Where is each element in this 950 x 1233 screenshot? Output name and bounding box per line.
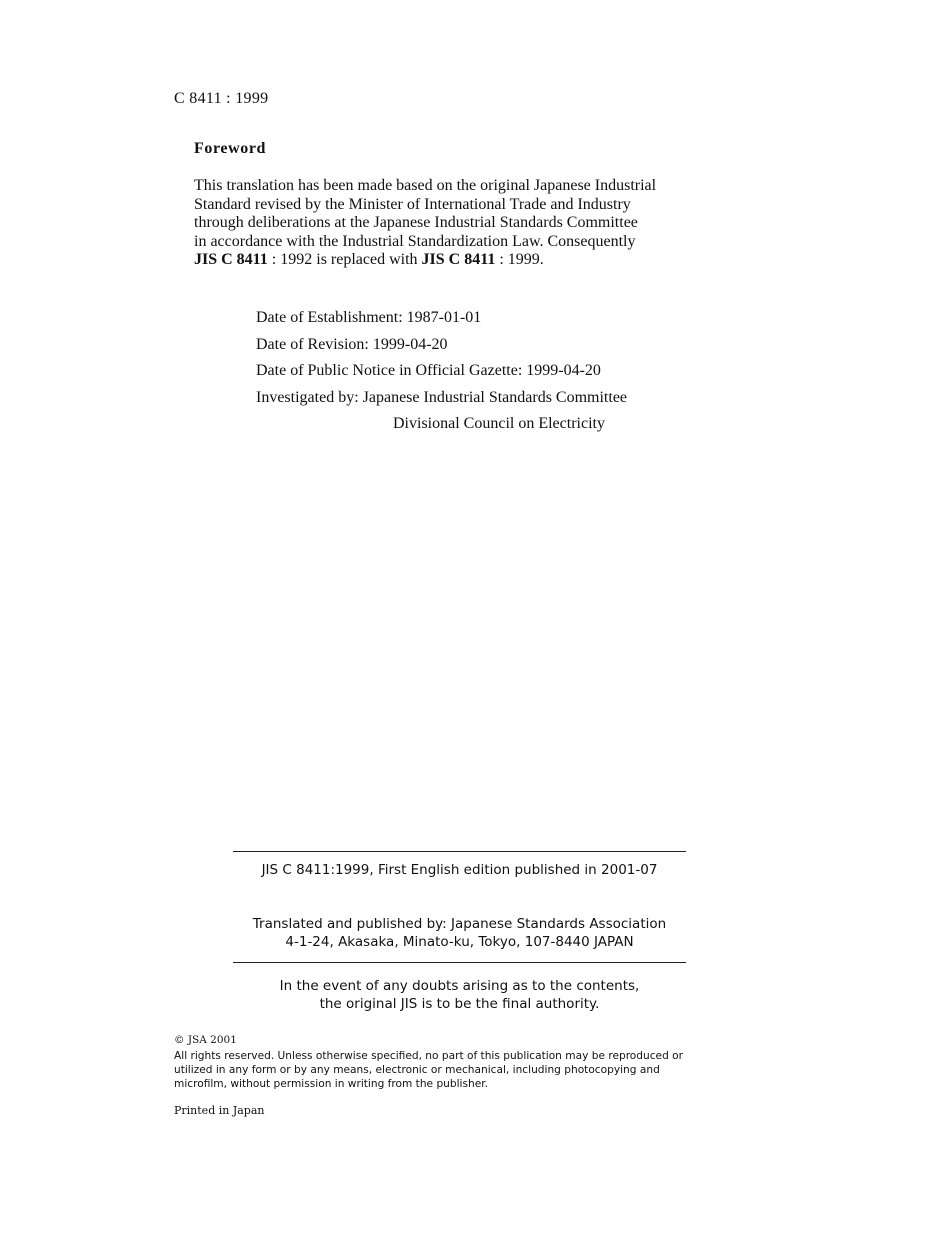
- publisher-address: 4-1-24, Akasaka, Minato-ku, Tokyo, 107-8440 JAPAN: [285, 933, 634, 950]
- foreword-line: Standard revised by the Minister of International Trade and Industry: [194, 195, 631, 213]
- dates-block: [256, 305, 627, 438]
- translated-by: Translated and published by: Japanese Standards Association: [252, 916, 667, 932]
- old-standard-year: : 1992 is replaced with: [267, 251, 422, 269]
- printed-in: Printed in Japan: [174, 1104, 265, 1117]
- rights-line: microfilm, without permission in writing from the publisher.: [174, 1078, 488, 1090]
- authority-notice-line-2: the original JIS is to be the final authority.: [319, 995, 600, 1012]
- divider-top: [233, 851, 686, 852]
- foreword-line: in accordance with the Industrial Standardization Law. Consequently: [194, 232, 636, 250]
- copyright: © JSA 2001: [174, 1034, 237, 1046]
- new-standard: JIS C 8411: [421, 251, 496, 269]
- publisher-info: [233, 916, 686, 951]
- rights-line: All rights reserved. Unless otherwise specified, no part of this publication may be reproduced or: [174, 1050, 684, 1062]
- foreword-line: through deliberations at the Japanese Industrial Standards Committee: [194, 214, 638, 232]
- rights-statement: [174, 1049, 744, 1091]
- edition-line: JIS C 8411:1999, First English edition published in 2001-07: [261, 862, 658, 878]
- date-of-establishment: Date of Establishment: 1987-01-01: [256, 309, 482, 326]
- investigated-by: Investigated by: Japanese Industrial Standards Committee: [256, 388, 628, 406]
- divisional-council: Divisional Council on Electricity: [393, 415, 605, 432]
- authority-notice: [233, 978, 686, 1013]
- old-standard: JIS C 8411: [194, 251, 268, 269]
- foreword-heading: Foreword: [194, 140, 267, 157]
- foreword-last-line: [194, 251, 754, 270]
- date-of-public-notice: Date of Public Notice in Official Gazette: 1999-04-20: [256, 362, 601, 379]
- date-of-revision: Date of Revision: 1999-04-20: [256, 335, 448, 353]
- rights-line: utilized in any form or by any means, electronic or mechanical, including photocopying and: [174, 1064, 660, 1076]
- foreword-paragraph: [194, 177, 754, 270]
- divider-bottom: [233, 962, 686, 963]
- foreword-line: This translation has been made based on the original Japanese Industrial: [194, 177, 657, 194]
- document-code: C 8411 : 1999: [174, 90, 269, 107]
- new-standard-year: : 1999.: [495, 251, 544, 269]
- authority-notice-line-1: In the event of any doubts arising as to the contents,: [279, 978, 640, 994]
